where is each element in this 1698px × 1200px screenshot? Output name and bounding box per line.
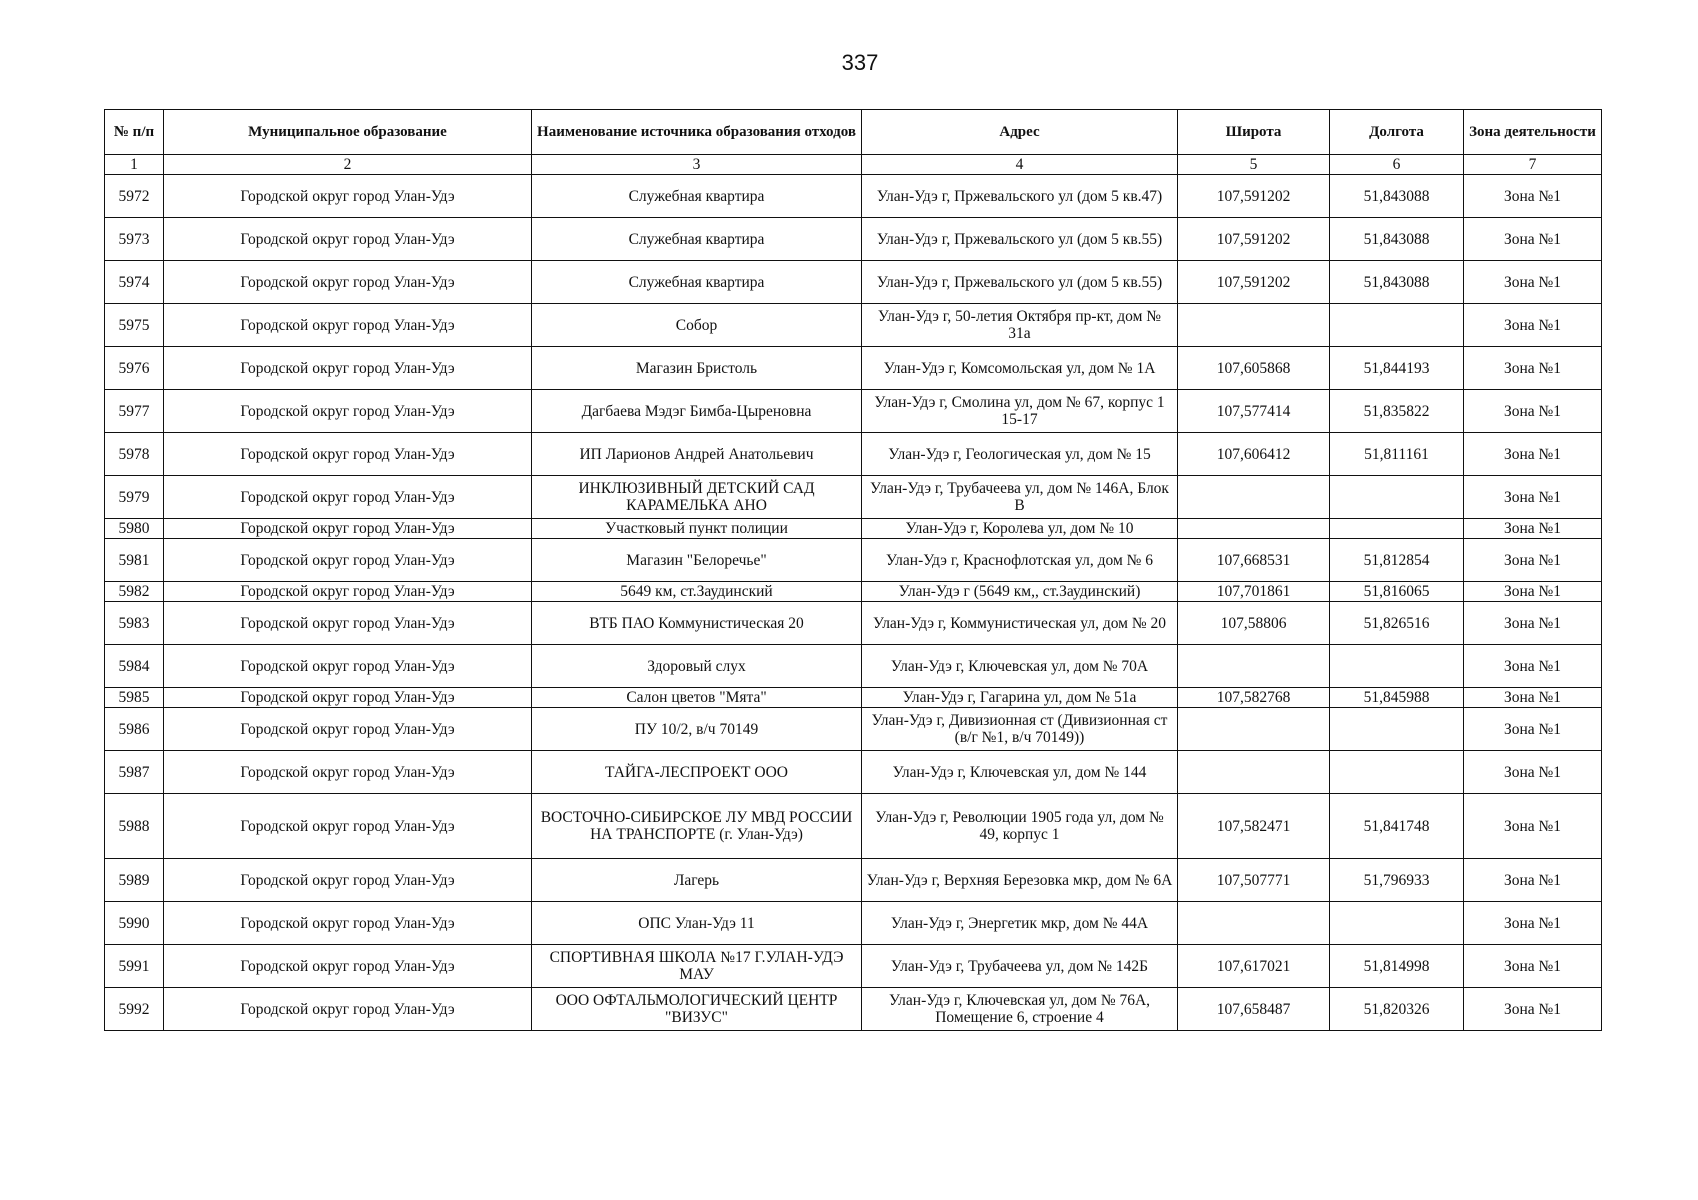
- source-name-cell: ИП Ларионов Андрей Анатольевич: [532, 433, 862, 476]
- latitude-cell: 107,507771: [1178, 859, 1330, 902]
- table-row: [105, 645, 1602, 688]
- row-number: 5983: [105, 602, 164, 645]
- row-number: 5984: [105, 645, 164, 688]
- longitude-cell: 51,843088: [1330, 218, 1464, 261]
- latitude-cell: [1178, 476, 1330, 519]
- zone-cell: Зона №1: [1464, 751, 1602, 794]
- address-cell: Улан-Удэ г, 50-летия Октября пр-кт, дом № 31а: [862, 304, 1178, 347]
- table-row: [105, 945, 1602, 988]
- row-number: 5979: [105, 476, 164, 519]
- source-name-cell: ОПС Улан-Удэ 11: [532, 902, 862, 945]
- table-row: [105, 175, 1602, 218]
- table-header-row: [105, 110, 1602, 155]
- municipality-cell: Городской округ город Улан-Удэ: [164, 261, 532, 304]
- zone-cell: Зона №1: [1464, 175, 1602, 218]
- row-number: 5985: [105, 688, 164, 708]
- latitude-cell: 107,668531: [1178, 539, 1330, 582]
- latitude-cell: [1178, 708, 1330, 751]
- municipality-cell: Городской округ город Улан-Удэ: [164, 519, 532, 539]
- column-header-municipality: Муниципальное образование: [164, 110, 532, 155]
- municipality-cell: Городской округ город Улан-Удэ: [164, 218, 532, 261]
- column-number: 6: [1330, 155, 1464, 175]
- municipality-cell: Городской округ город Улан-Удэ: [164, 902, 532, 945]
- address-cell: Улан-Удэ г, Смолина ул, дом № 67, корпус 1 15-17: [862, 390, 1178, 433]
- address-cell: Улан-Удэ г, Королева ул, дом № 10: [862, 519, 1178, 539]
- latitude-cell: 107,605868: [1178, 347, 1330, 390]
- row-number: 5975: [105, 304, 164, 347]
- latitude-cell: 107,591202: [1178, 218, 1330, 261]
- municipality-cell: Городской округ город Улан-Удэ: [164, 794, 532, 859]
- municipality-cell: Городской округ город Улан-Удэ: [164, 708, 532, 751]
- source-name-cell: Участковый пункт полиции: [532, 519, 862, 539]
- address-cell: Улан-Удэ г, Ключевская ул, дом № 144: [862, 751, 1178, 794]
- address-cell: Улан-Удэ г, Геологическая ул, дом № 15: [862, 433, 1178, 476]
- column-header-number: № п/п: [105, 110, 164, 155]
- longitude-cell: 51,814998: [1330, 945, 1464, 988]
- column-header-source: Наименование источника образования отходов: [532, 110, 862, 155]
- address-cell: Улан-Удэ г, Дивизионная ст (Дивизионная ст (в/г №1, в/ч 70149)): [862, 708, 1178, 751]
- zone-cell: Зона №1: [1464, 988, 1602, 1031]
- latitude-cell: 107,617021: [1178, 945, 1330, 988]
- table-row: [105, 751, 1602, 794]
- address-cell: Улан-Удэ г, Революции 1905 года ул, дом № 49, корпус 1: [862, 794, 1178, 859]
- table-row: [105, 602, 1602, 645]
- longitude-cell: 51,812854: [1330, 539, 1464, 582]
- municipality-cell: Городской округ город Улан-Удэ: [164, 347, 532, 390]
- table-row: [105, 794, 1602, 859]
- zone-cell: Зона №1: [1464, 794, 1602, 859]
- zone-cell: Зона №1: [1464, 645, 1602, 688]
- latitude-cell: [1178, 304, 1330, 347]
- longitude-cell: 51,811161: [1330, 433, 1464, 476]
- zone-cell: Зона №1: [1464, 476, 1602, 519]
- source-name-cell: Служебная квартира: [532, 261, 862, 304]
- municipality-cell: Городской округ город Улан-Удэ: [164, 751, 532, 794]
- longitude-cell: 51,844193: [1330, 347, 1464, 390]
- source-name-cell: СПОРТИВНАЯ ШКОЛА №17 Г.УЛАН-УДЭ МАУ: [532, 945, 862, 988]
- row-number: 5973: [105, 218, 164, 261]
- latitude-cell: 107,701861: [1178, 582, 1330, 602]
- table-row: [105, 902, 1602, 945]
- zone-cell: Зона №1: [1464, 539, 1602, 582]
- source-name-cell: 5649 км, ст.Заудинский: [532, 582, 862, 602]
- column-header-longitude: Долгота: [1330, 110, 1464, 155]
- source-name-cell: Магазин "Белоречье": [532, 539, 862, 582]
- row-number: 5981: [105, 539, 164, 582]
- latitude-cell: 107,582768: [1178, 688, 1330, 708]
- table-row: [105, 688, 1602, 708]
- municipality-cell: Городской округ город Улан-Удэ: [164, 175, 532, 218]
- zone-cell: Зона №1: [1464, 347, 1602, 390]
- row-number: 5977: [105, 390, 164, 433]
- row-number: 5972: [105, 175, 164, 218]
- latitude-cell: [1178, 902, 1330, 945]
- source-name-cell: ПУ 10/2, в/ч 70149: [532, 708, 862, 751]
- table-row: [105, 218, 1602, 261]
- source-name-cell: Служебная квартира: [532, 218, 862, 261]
- row-number: 5978: [105, 433, 164, 476]
- table-row: [105, 261, 1602, 304]
- latitude-cell: 107,591202: [1178, 175, 1330, 218]
- municipality-cell: Городской округ город Улан-Удэ: [164, 688, 532, 708]
- column-number: 4: [862, 155, 1178, 175]
- source-name-cell: Собор: [532, 304, 862, 347]
- column-number: 3: [532, 155, 862, 175]
- source-name-cell: Здоровый слух: [532, 645, 862, 688]
- row-number: 5988: [105, 794, 164, 859]
- address-cell: Улан-Удэ г, Коммунистическая ул, дом № 20: [862, 602, 1178, 645]
- column-header-address: Адрес: [862, 110, 1178, 155]
- row-number: 5990: [105, 902, 164, 945]
- table-row: [105, 304, 1602, 347]
- zone-cell: Зона №1: [1464, 519, 1602, 539]
- table-row: [105, 708, 1602, 751]
- latitude-cell: 107,606412: [1178, 433, 1330, 476]
- latitude-cell: 107,591202: [1178, 261, 1330, 304]
- table-row: [105, 433, 1602, 476]
- municipality-cell: Городской округ город Улан-Удэ: [164, 859, 532, 902]
- waste-sources-table: [104, 109, 1602, 1031]
- zone-cell: Зона №1: [1464, 602, 1602, 645]
- source-name-cell: Лагерь: [532, 859, 862, 902]
- latitude-cell: [1178, 645, 1330, 688]
- address-cell: Улан-Удэ г, Энергетик мкр, дом № 44А: [862, 902, 1178, 945]
- table-row: [105, 539, 1602, 582]
- latitude-cell: [1178, 751, 1330, 794]
- longitude-cell: 51,835822: [1330, 390, 1464, 433]
- zone-cell: Зона №1: [1464, 902, 1602, 945]
- row-number: 5991: [105, 945, 164, 988]
- column-header-latitude: Широта: [1178, 110, 1330, 155]
- zone-cell: Зона №1: [1464, 688, 1602, 708]
- source-name-cell: ИНКЛЮЗИВНЫЙ ДЕТСКИЙ САД КАРАМЕЛЬКА АНО: [532, 476, 862, 519]
- longitude-cell: 51,796933: [1330, 859, 1464, 902]
- latitude-cell: 107,658487: [1178, 988, 1330, 1031]
- municipality-cell: Городской округ город Улан-Удэ: [164, 476, 532, 519]
- longitude-cell: [1330, 902, 1464, 945]
- zone-cell: Зона №1: [1464, 582, 1602, 602]
- address-cell: Улан-Удэ г, Ключевская ул, дом № 76А, Помещение 6, строение 4: [862, 988, 1178, 1031]
- address-cell: Улан-Удэ г, Краснофлотская ул, дом № 6: [862, 539, 1178, 582]
- longitude-cell: 51,843088: [1330, 261, 1464, 304]
- source-name-cell: Салон цветов "Мята": [532, 688, 862, 708]
- latitude-cell: [1178, 519, 1330, 539]
- latitude-cell: 107,577414: [1178, 390, 1330, 433]
- municipality-cell: Городской округ город Улан-Удэ: [164, 945, 532, 988]
- address-cell: Улан-Удэ г, Комсомольская ул, дом № 1А: [862, 347, 1178, 390]
- latitude-cell: 107,58806: [1178, 602, 1330, 645]
- address-cell: Улан-Удэ г, Гагарина ул, дом № 51а: [862, 688, 1178, 708]
- column-header-zone: Зона деятельности: [1464, 110, 1602, 155]
- column-number: 2: [164, 155, 532, 175]
- column-number: 5: [1178, 155, 1330, 175]
- longitude-cell: [1330, 645, 1464, 688]
- page-number: 337: [841, 50, 879, 75]
- municipality-cell: Городской округ город Улан-Удэ: [164, 645, 532, 688]
- table-row: [105, 582, 1602, 602]
- address-cell: Улан-Удэ г, Пржевальского ул (дом 5 кв.55): [862, 218, 1178, 261]
- address-cell: Улан-Удэ г, Пржевальского ул (дом 5 кв.47): [862, 175, 1178, 218]
- source-name-cell: Дагбаева Мэдэг Бимба-Цыреновна: [532, 390, 862, 433]
- zone-cell: Зона №1: [1464, 945, 1602, 988]
- address-cell: Улан-Удэ г, Пржевальского ул (дом 5 кв.55): [862, 261, 1178, 304]
- source-name-cell: ТАЙГА-ЛЕСПРОЕКТ ООО: [532, 751, 862, 794]
- table-row: [105, 859, 1602, 902]
- address-cell: Улан-Удэ г, Трубачеева ул, дом № 142Б: [862, 945, 1178, 988]
- table-row: [105, 476, 1602, 519]
- row-number: 5982: [105, 582, 164, 602]
- municipality-cell: Городской округ город Улан-Удэ: [164, 988, 532, 1031]
- column-number: 7: [1464, 155, 1602, 175]
- zone-cell: Зона №1: [1464, 218, 1602, 261]
- table-row: [105, 519, 1602, 539]
- zone-cell: Зона №1: [1464, 304, 1602, 347]
- longitude-cell: [1330, 304, 1464, 347]
- longitude-cell: 51,820326: [1330, 988, 1464, 1031]
- address-cell: Улан-Удэ г, Ключевская ул, дом № 70А: [862, 645, 1178, 688]
- address-cell: Улан-Удэ г, Трубачеева ул, дом № 146А, Блок В: [862, 476, 1178, 519]
- table-row: [105, 390, 1602, 433]
- row-number: 5992: [105, 988, 164, 1031]
- longitude-cell: [1330, 708, 1464, 751]
- column-number: 1: [105, 155, 164, 175]
- row-number: 5976: [105, 347, 164, 390]
- row-number: 5986: [105, 708, 164, 751]
- row-number: 5980: [105, 519, 164, 539]
- municipality-cell: Городской округ город Улан-Удэ: [164, 582, 532, 602]
- municipality-cell: Городской округ город Улан-Удэ: [164, 602, 532, 645]
- table-body: [105, 175, 1602, 1031]
- longitude-cell: 51,845988: [1330, 688, 1464, 708]
- zone-cell: Зона №1: [1464, 708, 1602, 751]
- column-number-row: [105, 155, 1602, 175]
- source-name-cell: Служебная квартира: [532, 175, 862, 218]
- zone-cell: Зона №1: [1464, 390, 1602, 433]
- source-name-cell: ООО ОФТАЛЬМОЛОГИЧЕСКИЙ ЦЕНТР "ВИЗУС": [532, 988, 862, 1031]
- longitude-cell: [1330, 476, 1464, 519]
- row-number: 5987: [105, 751, 164, 794]
- row-number: 5974: [105, 261, 164, 304]
- address-cell: Улан-Удэ г (5649 км,, ст.Заудинский): [862, 582, 1178, 602]
- municipality-cell: Городской округ город Улан-Удэ: [164, 433, 532, 476]
- longitude-cell: 51,826516: [1330, 602, 1464, 645]
- table-row: [105, 988, 1602, 1031]
- municipality-cell: Городской округ город Улан-Удэ: [164, 539, 532, 582]
- longitude-cell: [1330, 519, 1464, 539]
- latitude-cell: 107,582471: [1178, 794, 1330, 859]
- longitude-cell: 51,841748: [1330, 794, 1464, 859]
- municipality-cell: Городской округ город Улан-Удэ: [164, 304, 532, 347]
- zone-cell: Зона №1: [1464, 433, 1602, 476]
- longitude-cell: 51,843088: [1330, 175, 1464, 218]
- table-row: [105, 347, 1602, 390]
- longitude-cell: 51,816065: [1330, 582, 1464, 602]
- source-name-cell: ВТБ ПАО Коммунистическая 20: [532, 602, 862, 645]
- municipality-cell: Городской округ город Улан-Удэ: [164, 390, 532, 433]
- zone-cell: Зона №1: [1464, 261, 1602, 304]
- row-number: 5989: [105, 859, 164, 902]
- address-cell: Улан-Удэ г, Верхняя Березовка мкр, дом № 6А: [862, 859, 1178, 902]
- source-name-cell: ВОСТОЧНО-СИБИРСКОЕ ЛУ МВД РОССИИ НА ТРАНСПОРТЕ (г. Улан-Удэ): [532, 794, 862, 859]
- source-name-cell: Магазин Бристоль: [532, 347, 862, 390]
- zone-cell: Зона №1: [1464, 859, 1602, 902]
- longitude-cell: [1330, 751, 1464, 794]
